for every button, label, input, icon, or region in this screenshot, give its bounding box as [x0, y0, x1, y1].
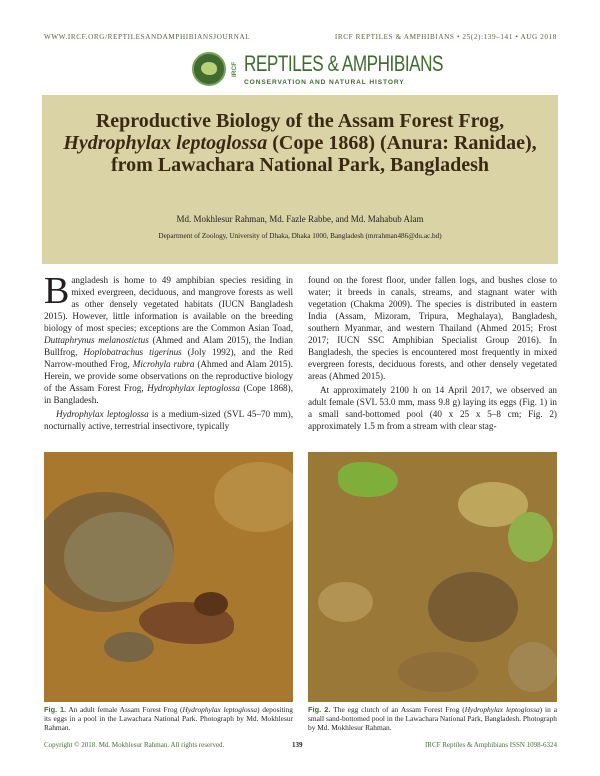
- title-block: [42, 95, 558, 264]
- body-column-left: [44, 270, 294, 432]
- author-list: Md. Mokhlesur Rahman, Md. Fazle Rabbe, and Md. Mahabub Alam: [176, 214, 424, 224]
- footer-copyright: Copyright © 2018. Md. Mokhlesur Rahman. All rights reserved.: [44, 741, 225, 749]
- globe-lizard-icon: [192, 52, 226, 86]
- journal-logo: [192, 50, 444, 90]
- footer-issn: IRCF Reptiles & Amphibians ISSN 1098-6324: [424, 741, 557, 749]
- drop-cap: B: [44, 270, 70, 312]
- logo-subtitle: CONSERVATION AND NATURAL HISTORY: [244, 79, 405, 86]
- figure-1-caption: Fig. 1. An adult female Assam Forest Frog (Hydrophylax leptoglossa) depositing its eggs in a pool in the Lawachara National Park. Photograph by Md. Mokhlesur Rahman.: [44, 705, 293, 733]
- body-column-right: [308, 274, 557, 432]
- article-title: Reproductive Biology of the Assam Forest Frog, Hydrophylax leptoglossa (Cope 1868) (Anura: Ranidae), from Lawachara National Park, Bangladesh: [63, 110, 537, 176]
- body-paragraph: Hydrophylax leptoglossa is a medium-sized (SVL 45–70 mm), nocturnally active, terrestrial insectivore, typically: [44, 409, 293, 431]
- body-paragraph: At approximately 2100 h on 14 April 2017, we observed an adult female (SVL 53.0 mm, mass 9.8 g) laying its eggs (Fig. 1) in a small sand-bottomed pool (40 x 25 x 5–8 cm; Fig. 2) approximately 1.5 m from a stream with clear stag-: [308, 385, 557, 431]
- figure-1-photo: [44, 452, 293, 702]
- running-header-url: WWW.IRCF.ORG/REPTILESANDAMPHIBIANSJOURNAL: [44, 33, 251, 41]
- author-affiliation: Department of Zoology, University of Dhaka, Dhaka 1000, Bangladesh (mrrahman486@du.ac.bd): [158, 232, 442, 240]
- body-paragraph: found on the forest floor, under fallen logs, and bushes close to water; it breeds in canals, streams, and stagnant water with vegetation (Chakma 2009). The species is distributed in eastern India (Assam, Mizoram, Tripura, Meghalaya), Bangladesh, southern Myanmar, and western Thailand (Ahmed 2015; Frost 2017; IUCN SSC Amphibian Specialist Group 2016). In Bangladesh, the species is encountered most frequently in mixed evergreen forests, deciduous forests, and other densely vegetated areas (Ahmed 2015).: [308, 275, 557, 381]
- logo-title: REPTILES & AMPHIBIANS: [244, 51, 444, 76]
- figure-2-caption: Fig. 2. The egg clutch of an Assam Forest Frog (Hydrophylax leptoglossa) in a small sand-bottomed pool in the Lawachara National Park, Bangladesh. Photograph by Md. Mokhlesur Rahman.: [308, 705, 558, 733]
- page-number: 139: [292, 741, 303, 749]
- running-header-citation: IRCF REPTILES & AMPHIBIANS • 25(2):139–141 • AUG 2018: [334, 33, 557, 41]
- body-paragraph: Bangladesh is home to 49 amphibian species residing in mixed evergreen, deciduous, and mangrove forests as well as other densely vegetated habitats (IUCN Bangladesh 2015). However, little information is available on the breeding biology of most species; exceptions are the Common Asian Toad, Duttaphrynus melanostictus (Ahmed and Alam 2015), the Indian Bullfrog, Hoplobatrachus tigerinus (Joly 1992), and the Red Narrow-mouthed Frog, Microhyla rubra (Ahmed and Alam 2015). Herein, we provide some observations on the reproductive biology of the Assam Forest Frog, Hydrophylax leptoglossa (Cope 1868), in Bangladesh.: [44, 270, 294, 405]
- logo-ircf-text: IRCF: [231, 61, 238, 77]
- figure-2-photo: [308, 452, 557, 702]
